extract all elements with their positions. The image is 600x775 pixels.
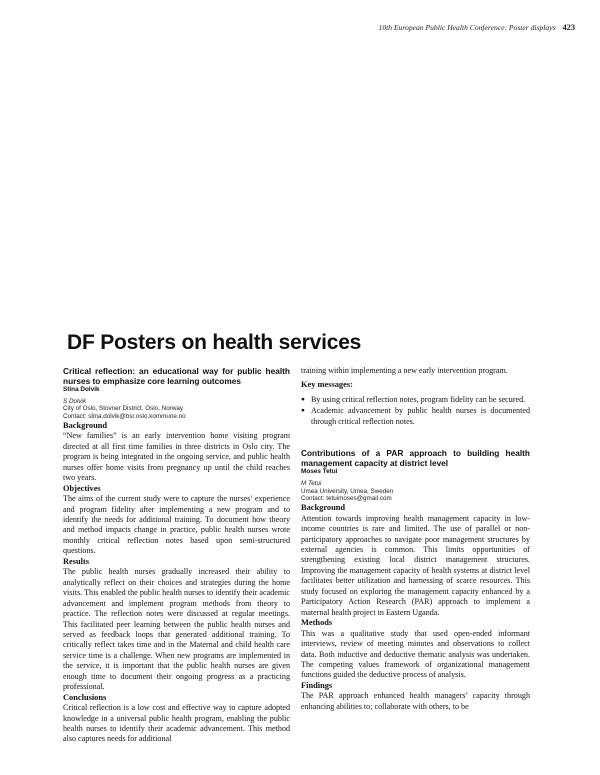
article1-objectives-heading: Objectives <box>63 483 101 493</box>
article2-presenter: Moses Tetui <box>301 468 338 476</box>
article1-background-heading: Background <box>63 420 108 430</box>
article1-background: “New families” is an early intervention home visiting program directed at all first time families in three districts in Oslo city. The program is being integrated in the ongoing service, and public health nurses offer home visits from pregnancy up until the child reaches two years. <box>63 431 290 483</box>
article2-contact: Contact: tetuimoses@gmail.com <box>301 495 392 503</box>
article2-findings: The PAR approach enhanced health managers’ capacity through enhancing abilities to; collaborate with others, to be <box>301 691 530 711</box>
article1-objectives: The aims of the current study were to capture the nurses’ experience and program fidelity after implementing a new program and to identify the needs for additional training. To document how theory and method impacts change in practice, public health nurses wrote monthly critical reflection notes based upon semi-structured questions. <box>63 494 290 556</box>
article1-conclusions-heading: Conclusions <box>63 692 107 702</box>
article1-contact: Contact: stina.dolvik@bsr.oslo.kommune.no <box>63 413 186 421</box>
right-column <box>301 366 530 712</box>
key-message-item: ● Academic advancement by public health nurses is documented through critical reflection notes. <box>301 406 530 427</box>
key-messages-list <box>301 395 530 427</box>
article2-background: Attention towards improving health management capacity in low-income countries is rare and limited. The use of parallel or non-participatory approaches to navigate poor management structures by external agencies is common. This limits opportunities of strengthening existing local district management structures. Improving the management capacity of health systems at district level facilitates better utilization and harnessing of scarce resources. This study focused on exploring the management capacity enhanced by a Participatory Action Research (PAR) approach to implement a maternal health project in Eastern Uganda. <box>301 513 530 617</box>
article1-conclusions: Critical reflection is a low cost and effective way to capture adopted knowledge in a universal public health program, enabling the public health nurses to identify their academic advancement. This method also captures needs for additional <box>63 703 290 744</box>
article1-affiliation: City of Oslo, Stovner District, Oslo, Norway <box>63 405 184 413</box>
running-head <box>379 23 575 32</box>
key-message-item: ● By using critical reflection notes, program fidelity can be secured. <box>301 395 530 405</box>
key-messages-heading: Key messages: <box>301 380 353 390</box>
article1-results-heading: Results <box>63 556 90 566</box>
article1-results: The public health nurses gradually increased their ability to analytically reflect on their choices and strategies during the home visits. This enabled the public health nurses to identify their academic advancement and implement program methods from theory to practice. The reflection notes were discussed at regular meetings. This facilitated peer learning between the public health nurses and served as feedback loops that generated additional training. To critically reflect takes time and in the Maternal and child health care service time is a challenge. When new programs are implemented in the service, it is important that the public health nurses are given enough time to document their ongoing progress as a practicing professional. <box>63 567 290 692</box>
section-title: DF Posters on health services <box>67 331 362 354</box>
article2-methods: This was a qualitative study that used open-ended informant interviews, review of meeting minutes and observations to collect data. Both inductive and deductive thematic analysis was undertaken. The competing values framework of organizational management functions guided the deductive process of analysis. <box>301 628 530 680</box>
article1-continued: training within implementing a new early intervention program. <box>301 366 508 375</box>
running-head-title: 10th European Public Health Conference: Poster displays <box>378 23 556 32</box>
article2-background-heading: Background <box>301 503 346 513</box>
article1-presenter: Stina Dolvik <box>63 386 100 393</box>
article2-methods-heading: Methods <box>301 618 333 628</box>
left-column <box>63 366 290 745</box>
article2-affiliation: Umea University, Umea, Sweden <box>301 487 394 495</box>
article2-author: M Tetui <box>301 479 322 487</box>
article1-author: S Dolvik <box>63 397 87 405</box>
article2-findings-heading: Findings <box>301 680 333 690</box>
article2-title: Contributions of a PAR approach to building health management capacity at district level <box>301 448 530 469</box>
article1-title: Critical reflection: an educational way for public health nurses to emphasize core learning outcomes <box>63 366 290 386</box>
page-number: 423 <box>562 23 575 32</box>
